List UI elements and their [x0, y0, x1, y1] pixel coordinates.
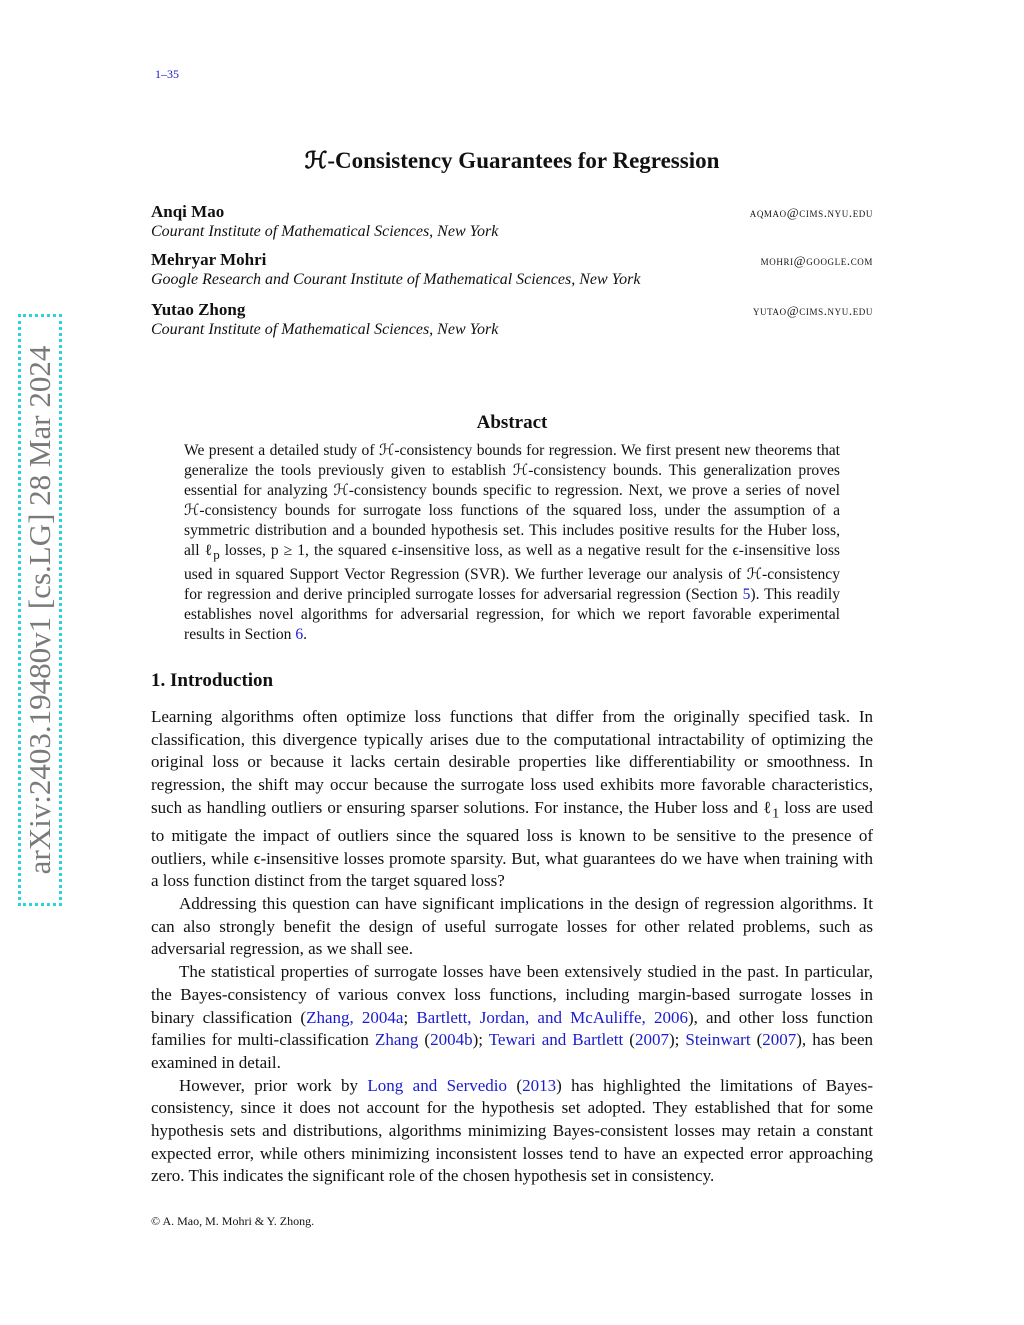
author-affiliation: Courant Institute of Mathematical Sciences, New York — [151, 223, 499, 240]
text: ( — [623, 1030, 635, 1050]
text: Learning algorithms often optimize loss functions that differ from the originally specified task. In classification, this divergence typically arises due to the computational intractability of optimizing the original loss or because it lacks certain desirable properties like differentiability or smoothness. In regression, the shift may occur because the surrogate loss used exhibits more favorable characteristics, such as handling outliers or ensuring sparser solutions. For instance, the Huber loss and ℓ — [151, 707, 873, 817]
author-block — [151, 300, 873, 339]
section-link[interactable]: 5 — [742, 586, 751, 604]
paragraph: Addressing this question can have significant implications in the design of regression algorithms. It can also strongly benefit the design of useful surrogate losses for other related problems, such as adversarial regression, as we shall see. — [151, 894, 873, 959]
section-heading: 1. Introduction — [151, 670, 274, 691]
citation-link[interactable]: Tewari and Bartlett — [488, 1030, 624, 1050]
text: ; — [403, 1007, 417, 1027]
abstract-heading: Abstract — [476, 412, 548, 433]
section-link[interactable]: 6 — [295, 626, 304, 644]
text: The statistical properties of surrogate losses have been extensively studied in the past. In particular, the Bayes-consistency of various convex loss functions, including margin-based surrogate losses in binary classification ( — [151, 962, 873, 1027]
text: However, prior work by — [179, 1075, 368, 1095]
abstract-seg: ). This readily establishes novel algorithms for adversarial regression, for which we report favorable experimental results in Section — [184, 586, 841, 644]
author-affiliation: Google Research and Courant Institute of Mathematical Sciences, New York — [151, 271, 641, 288]
abstract-seg: losses, p ≥ 1, the squared ϵ-insensitive loss, as well as a negative result for the ϵ-insensitive loss used in squared Support Vector Regression (SVR). We further leverage our analysis of ℋ-consistency for regression and derive principled surrogate losses for adversarial regression (Section — [184, 542, 840, 604]
author-email: yutao@cims.nyu.edu — [752, 303, 873, 318]
citation-link[interactable]: Zhang — [374, 1030, 419, 1050]
text: ); — [472, 1030, 489, 1050]
arxiv-stamp-text: arXiv:2403.19480v1 [cs.LG] 28 Mar 2024 — [22, 345, 57, 875]
author-affiliation: Courant Institute of Mathematical Sciences, New York — [151, 321, 499, 338]
citation-link[interactable]: Bartlett, Jordan, and McAuliffe, 2006 — [416, 1007, 688, 1027]
copyright-footer: © A. Mao, M. Mohri & Y. Zhong. — [151, 1214, 315, 1228]
citation-link[interactable]: Zhang, 2004a — [306, 1007, 404, 1027]
author-name: Anqi Mao — [151, 202, 225, 221]
author-name: Yutao Zhong — [151, 300, 246, 319]
paper-title: ℋ-Consistency Guarantees for Regression — [304, 148, 720, 173]
abstract-seg: . — [303, 626, 308, 644]
citation-link[interactable]: Long and Servedio — [367, 1075, 508, 1095]
author-email: aqmao@cims.nyu.edu — [749, 205, 873, 220]
paragraph — [151, 706, 873, 893]
author-block — [151, 202, 873, 241]
citation-link[interactable]: 2007 — [634, 1030, 669, 1050]
text: ), has been examined in detail. — [151, 1030, 873, 1072]
arxiv-stamp-link[interactable] — [18, 314, 62, 906]
citation-link[interactable]: Steinwart — [685, 1030, 751, 1050]
text-sub: 1 — [772, 805, 780, 822]
citation-link[interactable]: 2013 — [522, 1075, 557, 1095]
citation-link[interactable]: 2007 — [762, 1030, 797, 1050]
abstract-seg: We present a detailed study of ℋ-consistency bounds for regression. We first present new theorems that generalize the tools previously given to establish ℋ-consistency bounds. This generalization proves essential for analyzing ℋ-consistency bounds specific to regression. Next, we prove a series of novel ℋ-consistency bounds for surrogate loss functions of the squared loss, under the assumption of a symmetric distribution and a bounded hypothesis set. This includes positive results for the Huber loss, all ℓ — [184, 442, 840, 559]
paragraph — [151, 1075, 873, 1189]
abstract-sub: p — [213, 547, 220, 563]
text: ), and other loss function families for multi-classification — [151, 1007, 874, 1050]
paragraph — [151, 961, 873, 1075]
author-name: Mehryar Mohri — [151, 250, 267, 269]
text: ( — [750, 1030, 763, 1050]
author-block — [151, 250, 873, 289]
text: loss are used to mitigate the impact of outliers since the squared loss is known to be sensitive to the presence of outliers, while ϵ-insensitive losses promote sparsity. But, what guarantees do we have when training with a loss function distinct from the target squared loss? — [151, 797, 873, 891]
text: ) has highlighted the limitations of Bayes-consistency, since it does not account for the hypothesis set adopted. They established that for some hypothesis sets and distributions, algorithms minimizing Bayes-consistent losses may retain a constant expected error, while others minimizing inconsistent losses tend to have an expected error approaching zero. This indicates the significant role of the chosen hypothesis set in consistency. — [151, 1075, 874, 1186]
intro-body — [151, 706, 873, 1188]
page-range-link[interactable]: 1–35 — [155, 67, 179, 81]
text: ); — [668, 1030, 686, 1050]
citation-link[interactable]: 2004b — [430, 1030, 473, 1050]
text: ( — [418, 1030, 431, 1050]
author-email: mohri@google.com — [760, 253, 873, 268]
text: ( — [507, 1075, 523, 1095]
abstract-text — [184, 441, 840, 645]
